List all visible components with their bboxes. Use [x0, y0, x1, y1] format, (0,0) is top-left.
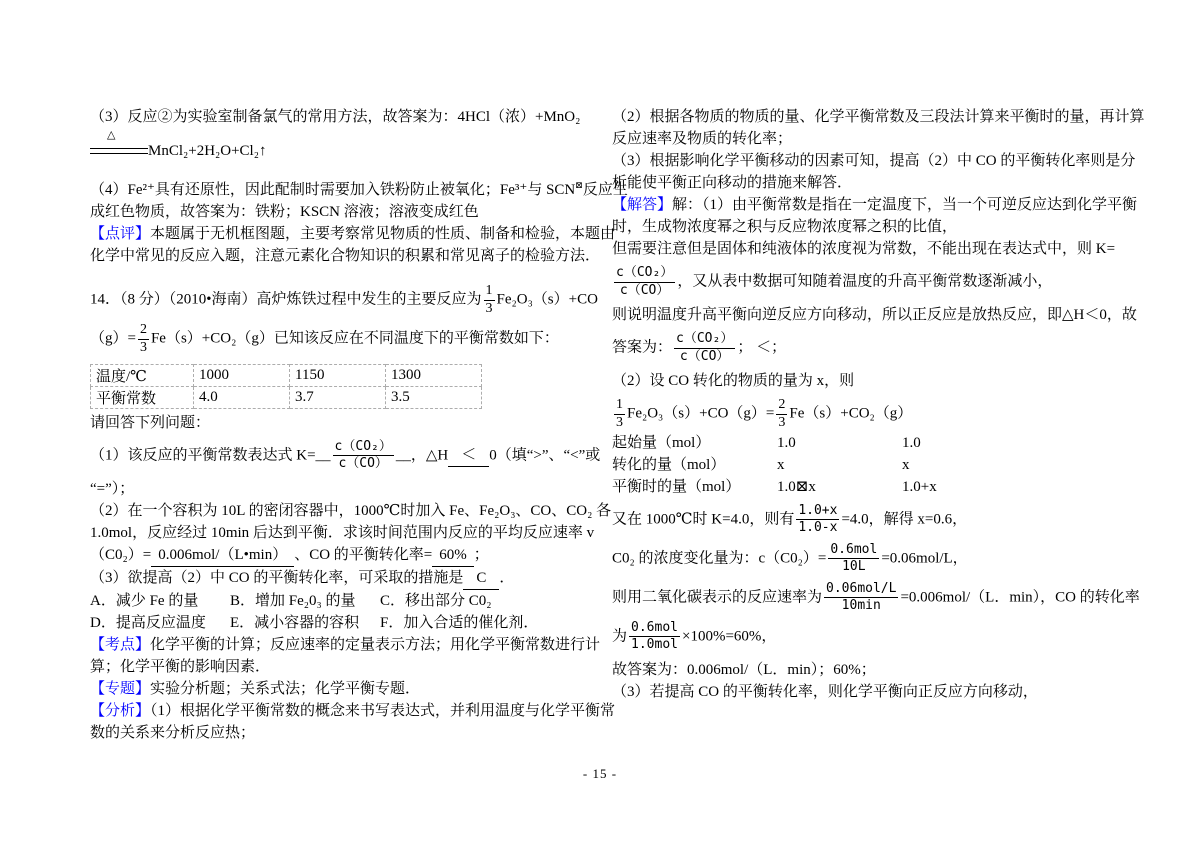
options-row1	[90, 590, 602, 612]
ice-value-co2: 1.0	[902, 434, 921, 451]
answer4-text-a: （4）Fe²⁺具有还原性，因此配制时需要加入铁粉防止被氧化；Fe³⁺与 SCN	[90, 182, 576, 198]
review-text1: 本题属于无机框图题，主要考察常见物质的性质、制备和检验，本题由	[150, 226, 616, 242]
ice-value-co2: x	[902, 456, 910, 473]
solution-line1	[612, 194, 1138, 216]
sub1-text-b: __，△H	[395, 447, 449, 464]
conversion-fraction: $\frac{\text{0.6mol}}{\text{1.0mol}}$	[631, 619, 678, 653]
conv-text-b: ×100%=60%，	[681, 628, 777, 645]
ice-value-co2: 1.0+x	[902, 478, 937, 495]
rate-fraction: $\frac{\text{0.06mol/L}}{10\min}$	[826, 580, 897, 614]
k-expression-fraction: $\frac{\text{c（CO₂）}}{c(CO)}$	[334, 438, 392, 472]
delta-h-answer-blank: ＜	[448, 444, 489, 467]
answer4-text-b: 反应生	[582, 182, 628, 198]
ice-equation-line	[612, 397, 1132, 431]
ice-eq-b: Fe（s）+CO₂（g）	[789, 405, 913, 422]
option-a: A．减少 Fe 的量	[90, 592, 199, 609]
k-ratio-fraction: $\frac{1.0+x}{1.0-x}$	[798, 502, 838, 536]
sub3-text-b: ．	[499, 569, 515, 586]
answer4-line2: 成红色物质，故答案为：铁粉；KSCN 溶液；溶液变成红色	[90, 204, 479, 220]
keypoint-line1	[90, 634, 602, 656]
answer3-equation-line	[90, 129, 602, 162]
set-x-line: （2）设 CO 转化的物质的量为 x，则	[612, 373, 855, 390]
topic-text: 实验分析题；关系式法；化学平衡专题．	[150, 680, 421, 697]
sub2-line2: 1.0mol，反应经过 10min 后达到平衡．求该时间范围内反应的平均反应速率 v	[90, 524, 595, 541]
answer3-intro-line: （3）若提高 CO 的平衡转化率，则化学平衡向正反应方向移动，	[612, 683, 1038, 700]
ice-value-co: 1.0	[777, 434, 796, 451]
solution-line2: 时，生成物浓度幂之积与反应物浓度幂之积的比值，	[612, 219, 958, 235]
k-expression-fraction: $\frac{\text{c（CO₂）}}{c(CO)}$	[676, 331, 734, 364]
analysis3-line2: 析能使平衡正向移动的措施来解答．	[612, 175, 853, 191]
concentration-fraction: $\frac{\text{0.6mol}}{10L}$	[830, 541, 878, 575]
question14-line2	[90, 322, 602, 356]
sub2-text-a: （C0₂）=	[90, 546, 152, 563]
analysis-line1	[90, 700, 616, 722]
solution-label: 【解答】	[612, 197, 673, 213]
ice-row-change	[612, 454, 1132, 476]
solution-text2: ，又从表中数据可知随着温度的升高平衡常数逐渐减小，	[677, 273, 1053, 290]
answer3-text: （3）反应②为实验室制备氯气的常用方法，故答案为：4HCl（浓）+MnO₂	[90, 109, 581, 125]
sub2-line1: （2）在一个容积为 10L 的密闭容器中，1000℃时加入 Fe、Fe₂O₃、CO、CO₂ 各	[90, 502, 612, 519]
topic-label: 【专题】	[90, 680, 151, 697]
q14-stem-a: 14．（8 分）（2010•海南）高炉炼铁过程中发生的主要反应为	[90, 291, 482, 308]
k-equation-line	[612, 503, 1132, 537]
ice-row-equilibrium	[612, 476, 1132, 498]
option-c: C．移出部分 C0₂	[380, 592, 492, 609]
table-cell: 3.7	[290, 386, 386, 408]
conv-text-a: 为	[612, 628, 628, 645]
review-line1	[90, 223, 616, 245]
option-e: E．减小容器的容积	[230, 614, 360, 631]
q14-stem-b: Fe₂O₃（s）+CO	[496, 291, 598, 308]
ice-label: 平衡时的量（mol）	[612, 478, 741, 495]
k-eq-text-a: 又在 1000℃时 K=4.0，则有	[612, 511, 795, 528]
sub3-line	[90, 567, 602, 590]
solution-line4: 则说明温度升高平衡向逆反应方向移动，所以正反应是放热反应，即△H＜0，故	[612, 307, 1137, 324]
sub1-text-c: 0（填“>”、“<”或	[489, 447, 601, 464]
option-f: F．加入合适的催化剂．	[380, 614, 539, 631]
fraction-two-thirds: $\frac{2}{3}$	[139, 322, 147, 356]
double-line	[90, 148, 148, 154]
keypoint-label: 【考点】	[90, 636, 151, 653]
scn-charge-glyph: ⊠	[575, 180, 583, 190]
fraction-two-thirds: $\frac{2}{3}$	[778, 397, 786, 430]
ice-row-initial	[612, 432, 1132, 454]
answer1-text-a: 答案为：	[612, 339, 673, 356]
table-cell: 1000	[194, 364, 290, 386]
page-number: - 15 -	[582, 766, 618, 781]
conversion-line	[612, 620, 1132, 654]
sub2-text-b: 、CO 的平衡转化率=	[294, 546, 433, 563]
options-row2	[90, 612, 602, 634]
table-row	[91, 364, 482, 386]
review-line2: 化学中常见的反应入题，注意元素化合物知识的积累和常见离子的检验方法．	[90, 248, 601, 264]
answer1-line	[612, 331, 1132, 365]
question14-line1	[90, 283, 602, 317]
rate-line	[612, 580, 1140, 615]
analysis-line2: 数的关系来分析反应热；	[90, 724, 256, 741]
ice-value-co: x	[777, 456, 785, 473]
left-column	[90, 106, 628, 744]
concentration-line	[612, 542, 1132, 576]
sub2-text-c: ；	[473, 546, 489, 563]
table-cell: 温度/℃	[91, 364, 194, 386]
sub1-line	[90, 439, 602, 473]
solution-kexpr-line	[612, 265, 1132, 299]
analysis3-line1: （3）根据影响化学平衡移动的因素可知，提高（2）中 CO 的平衡转化率则是分	[612, 153, 1136, 169]
keypoint-line2: 算；化学平衡的影响因素．	[90, 658, 271, 675]
solution-text1: 解：（1）由平衡常数是指在一定温度下，当一个可逆反应达到化学平衡	[672, 197, 1138, 213]
rate-text-b: =0.006mol/（L．min），CO 的转化率	[900, 589, 1140, 606]
equilibrium-constant-table	[90, 364, 482, 409]
answer4-line1	[90, 174, 628, 201]
sub2-line3	[90, 544, 602, 567]
table-cell: 4.0	[194, 386, 290, 408]
ice-label: 起始量（mol）	[612, 434, 711, 451]
analysis-text1: （1）根据化学平衡常数的概念来书写表达式，并利用温度与化学平衡常	[150, 702, 616, 719]
analysis-label: 【分析】	[90, 702, 151, 719]
rate-answer-blank: 0.006mol/（L•min）	[151, 544, 294, 567]
answer3-line1	[90, 106, 602, 128]
answer2-line: 故答案为：0.006mol/（L．min）；60%；	[612, 661, 876, 678]
review-label: 【点评】	[90, 226, 151, 242]
analysis2-line2: 反应速率及物质的转化率；	[612, 131, 793, 147]
keypoint-text1: 化学平衡的计算；反应速率的定量表示方法；用化学平衡常数进行计	[150, 636, 601, 653]
table-cell: 1300	[386, 364, 482, 386]
sub3-text-a: （3）欲提高（2）中 CO 的平衡转化率，可采取的措施是	[90, 569, 464, 586]
option-b: B．增加 Fe₂0₃ 的量	[230, 592, 356, 609]
equation-products: MnCl₂+2H₂O+Cl₂↑	[148, 143, 267, 159]
solution-line3: 但需要注意但是固体和纯液体的浓度视为常数，不能出现在表达式中，则 K=	[612, 241, 1116, 257]
sub1-text-a: （1）该反应的平衡常数表达式 K=__	[90, 447, 331, 464]
rate-text-a: 则用二氧化碳表示的反应速率为	[612, 589, 823, 606]
topic-line	[90, 678, 602, 700]
q14-eq-b: Fe（s）+CO₂（g）已知该反应在不同温度下的平衡常数如下：	[150, 331, 559, 347]
table-cell: 平衡常数	[91, 386, 194, 408]
answer1-text-b: ； ＜；	[737, 339, 787, 356]
conc-text-b: =0.06mol/L，	[881, 550, 968, 567]
right-column	[612, 106, 1145, 703]
option-d: D．提高反应温度	[90, 614, 206, 631]
table-cell: 1150	[290, 364, 386, 386]
analysis2-line1: （2）根据各物质的物质的量、化学平衡常数及三段法计算来平衡时的量，再计算	[612, 109, 1145, 125]
table-cell: 3.5	[386, 386, 482, 408]
conc-text-a: C0₂ 的浓度变化量为：c（C0₂）=	[612, 550, 827, 567]
q14-eq-a: （g）=	[90, 331, 136, 347]
ask-line: 请回答下列问题：	[90, 414, 211, 431]
table-row	[91, 386, 482, 408]
delta-heat-icon: △	[107, 129, 116, 141]
heated-equals-sign	[90, 129, 148, 157]
ice-value-co: 1.0⊠x	[777, 478, 816, 495]
ice-label: 转化的量（mol）	[612, 456, 726, 473]
conversion-answer-blank: 60%	[432, 544, 474, 567]
k-eq-text-b: =4.0，解得 x=0.6，	[841, 511, 968, 528]
sub1-line2: “=”）；	[90, 480, 135, 497]
k-expression-fraction: $\frac{\text{c（CO₂）}}{c(CO)}$	[616, 265, 674, 298]
ice-eq-a: Fe₂O₃（s）+CO（g）=	[627, 405, 775, 422]
fraction-one-third: $\frac{1}{3}$	[485, 283, 493, 316]
fraction-one-third: $\frac{1}{3}$	[616, 397, 623, 430]
choice-answer-blank: C	[463, 567, 499, 590]
